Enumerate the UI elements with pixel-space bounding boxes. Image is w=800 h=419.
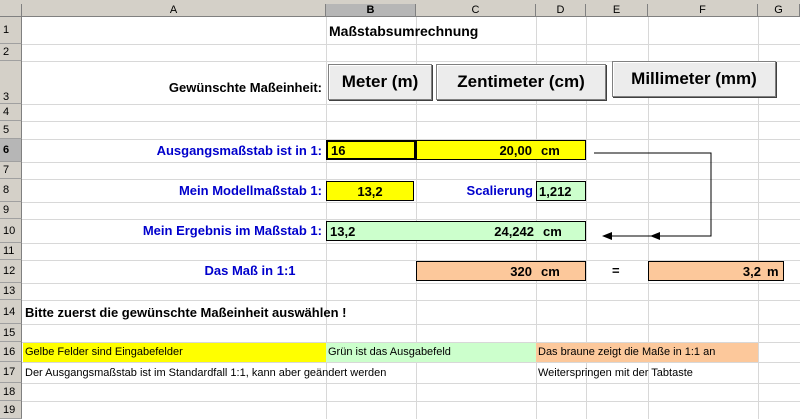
grid-line — [22, 362, 800, 363]
grid-line — [22, 121, 800, 122]
millimeter-button[interactable]: Millimeter (mm) — [612, 61, 776, 97]
row-header[interactable]: 7 — [0, 162, 22, 179]
modellmassstab-input[interactable] — [326, 181, 414, 201]
select-all-corner[interactable] — [0, 4, 22, 17]
instruction-text: Bitte zuerst die gewünschte Maßeinheit auswählen ! — [25, 305, 347, 320]
legend-orange: Das braune zeigt die Maße in 1:1 an — [536, 343, 758, 362]
column-header-e[interactable]: E — [586, 4, 648, 17]
modellmassstab-value: 13,2 — [357, 183, 383, 199]
row-header[interactable]: 12 — [0, 260, 22, 283]
ergebnis-output — [326, 221, 586, 241]
scalierung-output — [536, 181, 586, 201]
sheet-title: Maßstabsumrechnung — [329, 23, 479, 39]
ergebnis-scale: 13,2 — [330, 223, 356, 239]
row-header[interactable]: 6 — [0, 139, 22, 162]
ergebnis-unit: cm — [543, 223, 562, 239]
ausgangs-mass-unit: cm — [541, 142, 560, 158]
row-header[interactable]: 17 — [0, 362, 22, 383]
ergebnis-label: Mein Ergebnis im Maßstab 1: — [142, 223, 322, 238]
modellmassstab-label: Mein Modellmaßstab 1: — [178, 183, 322, 198]
row-header[interactable]: 14 — [0, 300, 22, 324]
real-mass-meter-output — [648, 261, 784, 281]
note-left: Der Ausgangsmaßstab ist im Standardfall 1:1, kann aber geändert werden — [25, 367, 387, 379]
legend-green: Grün ist das Ausgabefeld — [326, 343, 536, 362]
grid-line — [22, 104, 800, 105]
real-mass-meter-value: 3,2 — [742, 263, 761, 279]
row-header[interactable]: 13 — [0, 283, 22, 300]
column-header-a[interactable]: A — [22, 4, 326, 17]
row-header[interactable]: 3 — [0, 61, 22, 104]
grid-line — [22, 324, 800, 325]
ausgangs-mass-input[interactable] — [416, 140, 586, 160]
ausgangsmassstab-scale-input[interactable] — [326, 140, 416, 160]
row-header[interactable]: 8 — [0, 179, 22, 202]
connector-arrows — [580, 145, 720, 245]
real-mass-label: Das Maß in 1:1 — [204, 263, 296, 278]
unit-prompt-label: Gewünschte Maßeinheit: — [168, 80, 322, 95]
legend-yellow: Gelbe Felder sind Eingabefelder — [23, 343, 326, 362]
row-header[interactable]: 19 — [0, 401, 22, 419]
row-header[interactable]: 18 — [0, 383, 22, 401]
real-mass-value: 320 — [510, 263, 532, 279]
column-header-c[interactable]: C — [416, 4, 536, 17]
ausgangsmassstab-label: Ausgangsmaßstab ist in 1: — [156, 143, 322, 158]
zentimeter-button[interactable]: Zentimeter (cm) — [436, 64, 606, 100]
ausgangs-mass-value: 20,00 — [499, 142, 532, 158]
real-mass-meter-unit: m — [767, 263, 779, 279]
ausgangsmassstab-scale-value: 16 — [331, 142, 346, 158]
row-header[interactable]: 11 — [0, 243, 22, 260]
grid-line — [22, 383, 800, 384]
real-mass-unit: cm — [541, 263, 560, 279]
column-header-f[interactable]: F — [648, 4, 758, 17]
grid-line — [22, 44, 800, 45]
equals-sign: = — [612, 263, 620, 278]
row-header[interactable]: 10 — [0, 219, 22, 243]
row-header[interactable]: 5 — [0, 121, 22, 139]
ergebnis-value: 24,242 — [494, 223, 534, 239]
scalierung-label: Scalierung — [466, 183, 533, 198]
row-header[interactable]: 9 — [0, 202, 22, 219]
scalierung-value: 1,212 — [539, 183, 572, 199]
grid-line — [22, 300, 800, 301]
meter-button[interactable]: Meter (m) — [328, 64, 432, 100]
column-header-g[interactable]: G — [758, 4, 800, 17]
note-right: Weiterspringen mit der Tabtaste — [538, 367, 693, 379]
column-header-d[interactable]: D — [536, 4, 586, 17]
grid-line — [22, 283, 800, 284]
column-header-b[interactable]: B — [326, 4, 416, 17]
row-header[interactable]: 1 — [0, 17, 22, 44]
real-mass-output — [416, 261, 586, 281]
row-header[interactable]: 16 — [0, 342, 22, 362]
row-header[interactable]: 2 — [0, 44, 22, 61]
row-header[interactable]: 15 — [0, 324, 22, 342]
row-header[interactable]: 4 — [0, 104, 22, 121]
grid-line — [22, 401, 800, 402]
